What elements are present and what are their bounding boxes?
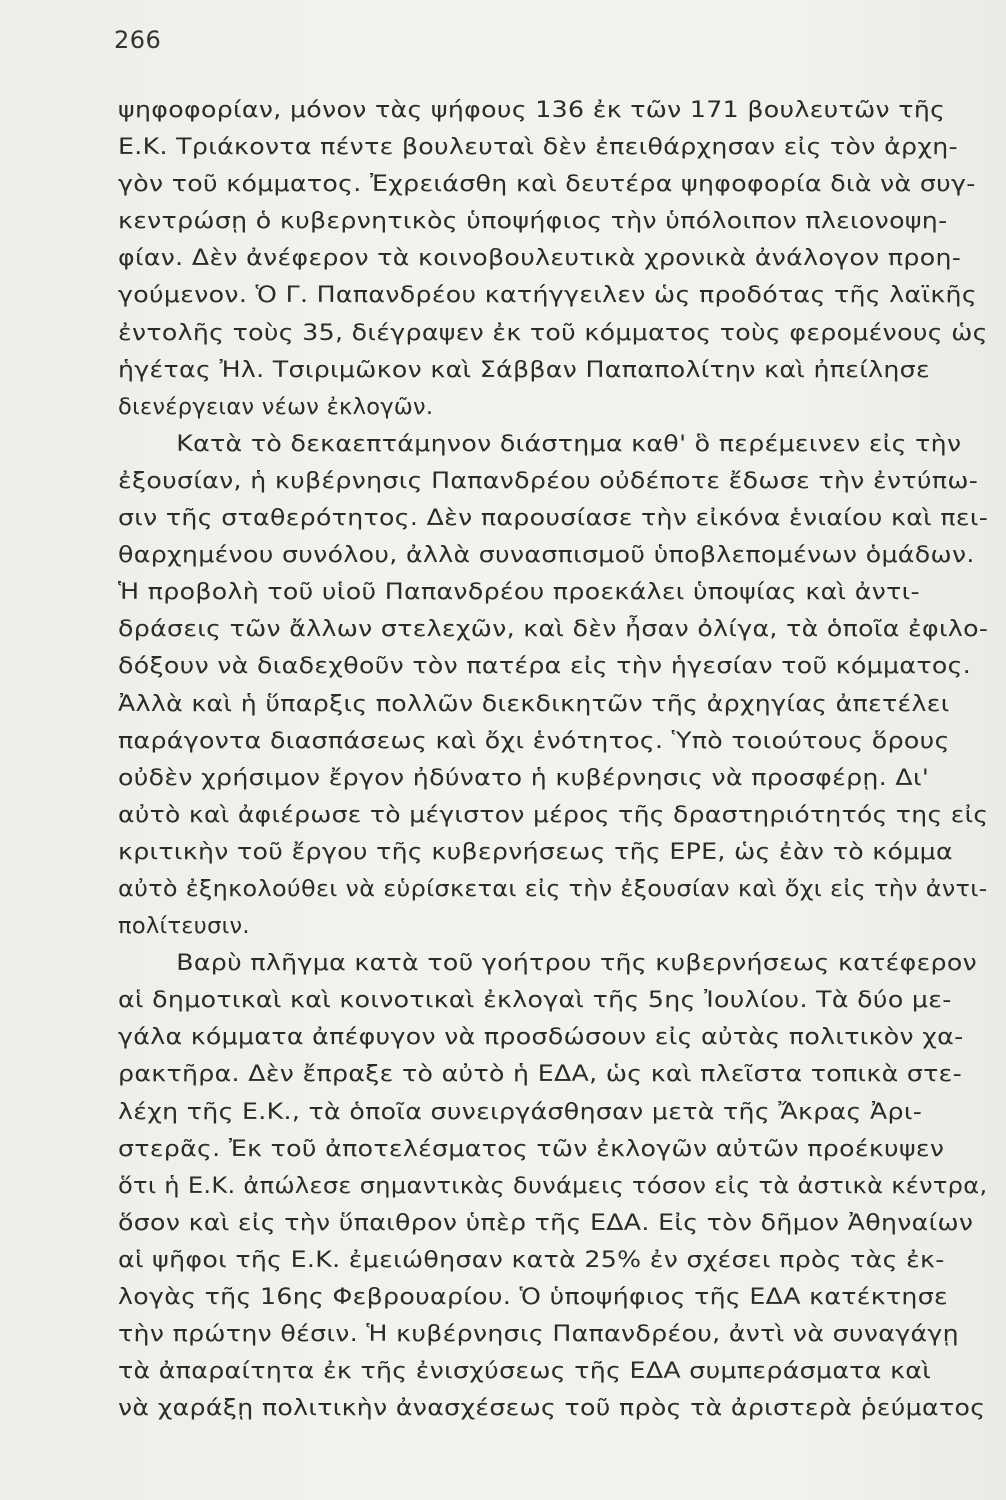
text-line: στερᾶς. Ἐκ τοῦ ἀποτελέσματος τῶν ἐκλογῶν αὐτῶν προέκυψεν	[118, 1135, 945, 1162]
text-line: ρακτῆρα. Δὲν ἔπραξε τὸ αὐτὸ ἡ ΕΔΑ, ὡς καὶ πλεῖστα τοπικὰ στε-	[118, 1061, 963, 1088]
text-line: λογὰς τῆς 16ης Φεβρουαρίου. Ὁ ὑποψήφιος τῆς ΕΔΑ κατέκτησε	[118, 1284, 949, 1310]
text-line: πολίτευσιν.	[118, 913, 250, 940]
text-line: Ἡ προβολὴ τοῦ υἱοῦ Παπανδρέου προεκάλει ὑποψίας καὶ ἀντι-	[118, 579, 920, 606]
text-line: γάλα κόμματα ἀπέφυγον νὰ προσδώσουν εἰς αὐτὰς πολιτικὸν χα-	[118, 1024, 964, 1051]
body-text	[118, 92, 988, 1427]
text-line: οὐδὲν χρήσιμον ἔργον ἠδύνατο ἡ κυβέρνησις νὰ προσφέρῃ. Δι'	[118, 764, 930, 791]
text-line: ἡγέτας Ἠλ. Τσιριμῶκον καὶ Σάββαν Παπαπολίτην καὶ ἠπείλησε	[118, 356, 930, 383]
text-line: τὴν πρώτην θέσιν. Ἡ κυβέρνησις Παπανδρέου, ἀντὶ νὰ συναγάγῃ	[118, 1321, 959, 1348]
text-line: Ε.Κ. Τριάκοντα πέντε βουλευταὶ δὲν ἐπειθάρχησαν εἰς τὸν ἀρχη-	[118, 134, 958, 161]
text-line: γὸν τοῦ κόμματος. Ἐχρειάσθη καὶ δευτέρα ψηφοφορία διὰ νὰ συγ-	[118, 171, 976, 198]
text-line: ὅσον καὶ εἰς τὴν ὕπαιθρον ὑπὲρ τῆς ΕΔΑ. Εἰς τὸν δῆμον Ἀθηναίων	[118, 1209, 974, 1236]
text-line: αἱ ψῆφοι τῆς Ε.Κ. ἐμειώθησαν κατὰ 25% ἐν σχέσει πρὸς τὰς ἐκ-	[118, 1246, 945, 1273]
text-line: αἱ δημοτικαὶ καὶ κοινοτικαὶ ἐκλογαὶ τῆς 5ης Ἰουλίου. Τὰ δύο με-	[118, 987, 952, 1014]
text-line: Ἀλλὰ καὶ ἡ ὕπαρξις πολλῶν διεκδικητῶν τῆς ἀρχηγίας ἀπετέλει	[118, 690, 950, 717]
paragraph-first-line: Κατὰ τὸ δεκαεπτάμηνον διάστημα καθ' ὃ περέμεινεν εἰς τὴν	[176, 430, 962, 457]
paragraph-first-line: Βαρὺ πλῆγμα κατὰ τοῦ γοήτρου τῆς κυβερνήσεως κατέφερον	[176, 950, 978, 977]
text-line: γούμενον. Ὁ Γ. Παπανδρέου κατήγγειλεν ὡς προδότας τῆς λαϊκῆς	[118, 282, 977, 309]
text-line: παράγοντα διασπάσεως καὶ ὄχι ἑνότητος. Ὑπὸ τοιούτους ὅρους	[118, 727, 950, 754]
text-line: τὰ ἀπαραίτητα ἐκ τῆς ἐνισχύσεως τῆς ΕΔΑ συμπεράσματα καὶ	[118, 1358, 932, 1385]
text-line: σιν τῆς σταθερότητος. Δὲν παρουσίασε τὴν εἰκόνα ἑνιαίου καὶ πει-	[118, 505, 989, 532]
text-line: αὐτὸ ἐξηκολούθει νὰ εὑρίσκεται εἰς τὴν ἐξουσίαν καὶ ὄχι εἰς τὴν ἀντι-	[118, 875, 988, 902]
text-line: κριτικὴν τοῦ ἔργου τῆς κυβερνήσεως τῆς ΕΡΕ, ὡς ἐὰν τὸ κόμμα	[118, 838, 953, 865]
text-line: θαρχημένου συνόλου, ἀλλὰ συνασπισμοῦ ὑποβλεπομένων ὁμάδων.	[118, 542, 975, 569]
text-line: ἐξουσίαν, ἡ κυβέρνησις Παπανδρέου οὐδέποτε ἔδωσε τὴν ἐντύπω-	[118, 467, 979, 494]
text-line: κεντρώσῃ ὁ κυβερνητικὸς ὑποψήφιος τὴν ὑπόλοιπον πλειονοψη-	[118, 208, 948, 235]
text-line: ψηφοφορίαν, μόνον τὰς ψήφους 136 ἐκ τῶν 171 βουλευτῶν τῆς	[118, 97, 946, 123]
text-line: φίαν. Δὲν ἀνέφερον τὰ κοινοβουλευτικὰ χρονικὰ ἀνάλογον προη-	[118, 245, 962, 272]
text-line: δράσεις τῶν ἄλλων στελεχῶν, καὶ δὲν ἦσαν ὀλίγα, τὰ ὁποῖα ἐφιλο-	[118, 616, 989, 643]
text-line: δόξουν νὰ διαδεχθοῦν τὸν πατέρα εἰς τὴν ἡγεσίαν τοῦ κόμματος.	[118, 653, 972, 680]
text-line: ἐντολῆς τοὺς 35, διέγραψεν ἐκ τοῦ κόμματος τοὺς φερομένους ὡς	[118, 319, 988, 346]
page-number: 266	[114, 26, 162, 54]
text-line: αὐτὸ καὶ ἀφιέρωσε τὸ μέγιστον μέρος τῆς δραστηριότητός της εἰς	[118, 801, 989, 828]
text-line: λέχη τῆς Ε.Κ., τὰ ὁποῖα συνειργάσθησαν μετὰ τῆς Ἄκρας Ἀρι-	[118, 1098, 923, 1125]
text-line: ὅτι ἡ Ε.Κ. ἀπώλεσε σημαντικὰς δυνάμεις τόσον εἰς τὰ ἀστικὰ κέντρα,	[118, 1172, 988, 1199]
text-line: διενέργειαν νέων ἐκλογῶν.	[118, 393, 434, 420]
text-line: νὰ χαράξῃ πολιτικὴν ἀνασχέσεως τοῦ πρὸς τὰ ἀριστερὰ ῥεύματος	[118, 1395, 986, 1422]
